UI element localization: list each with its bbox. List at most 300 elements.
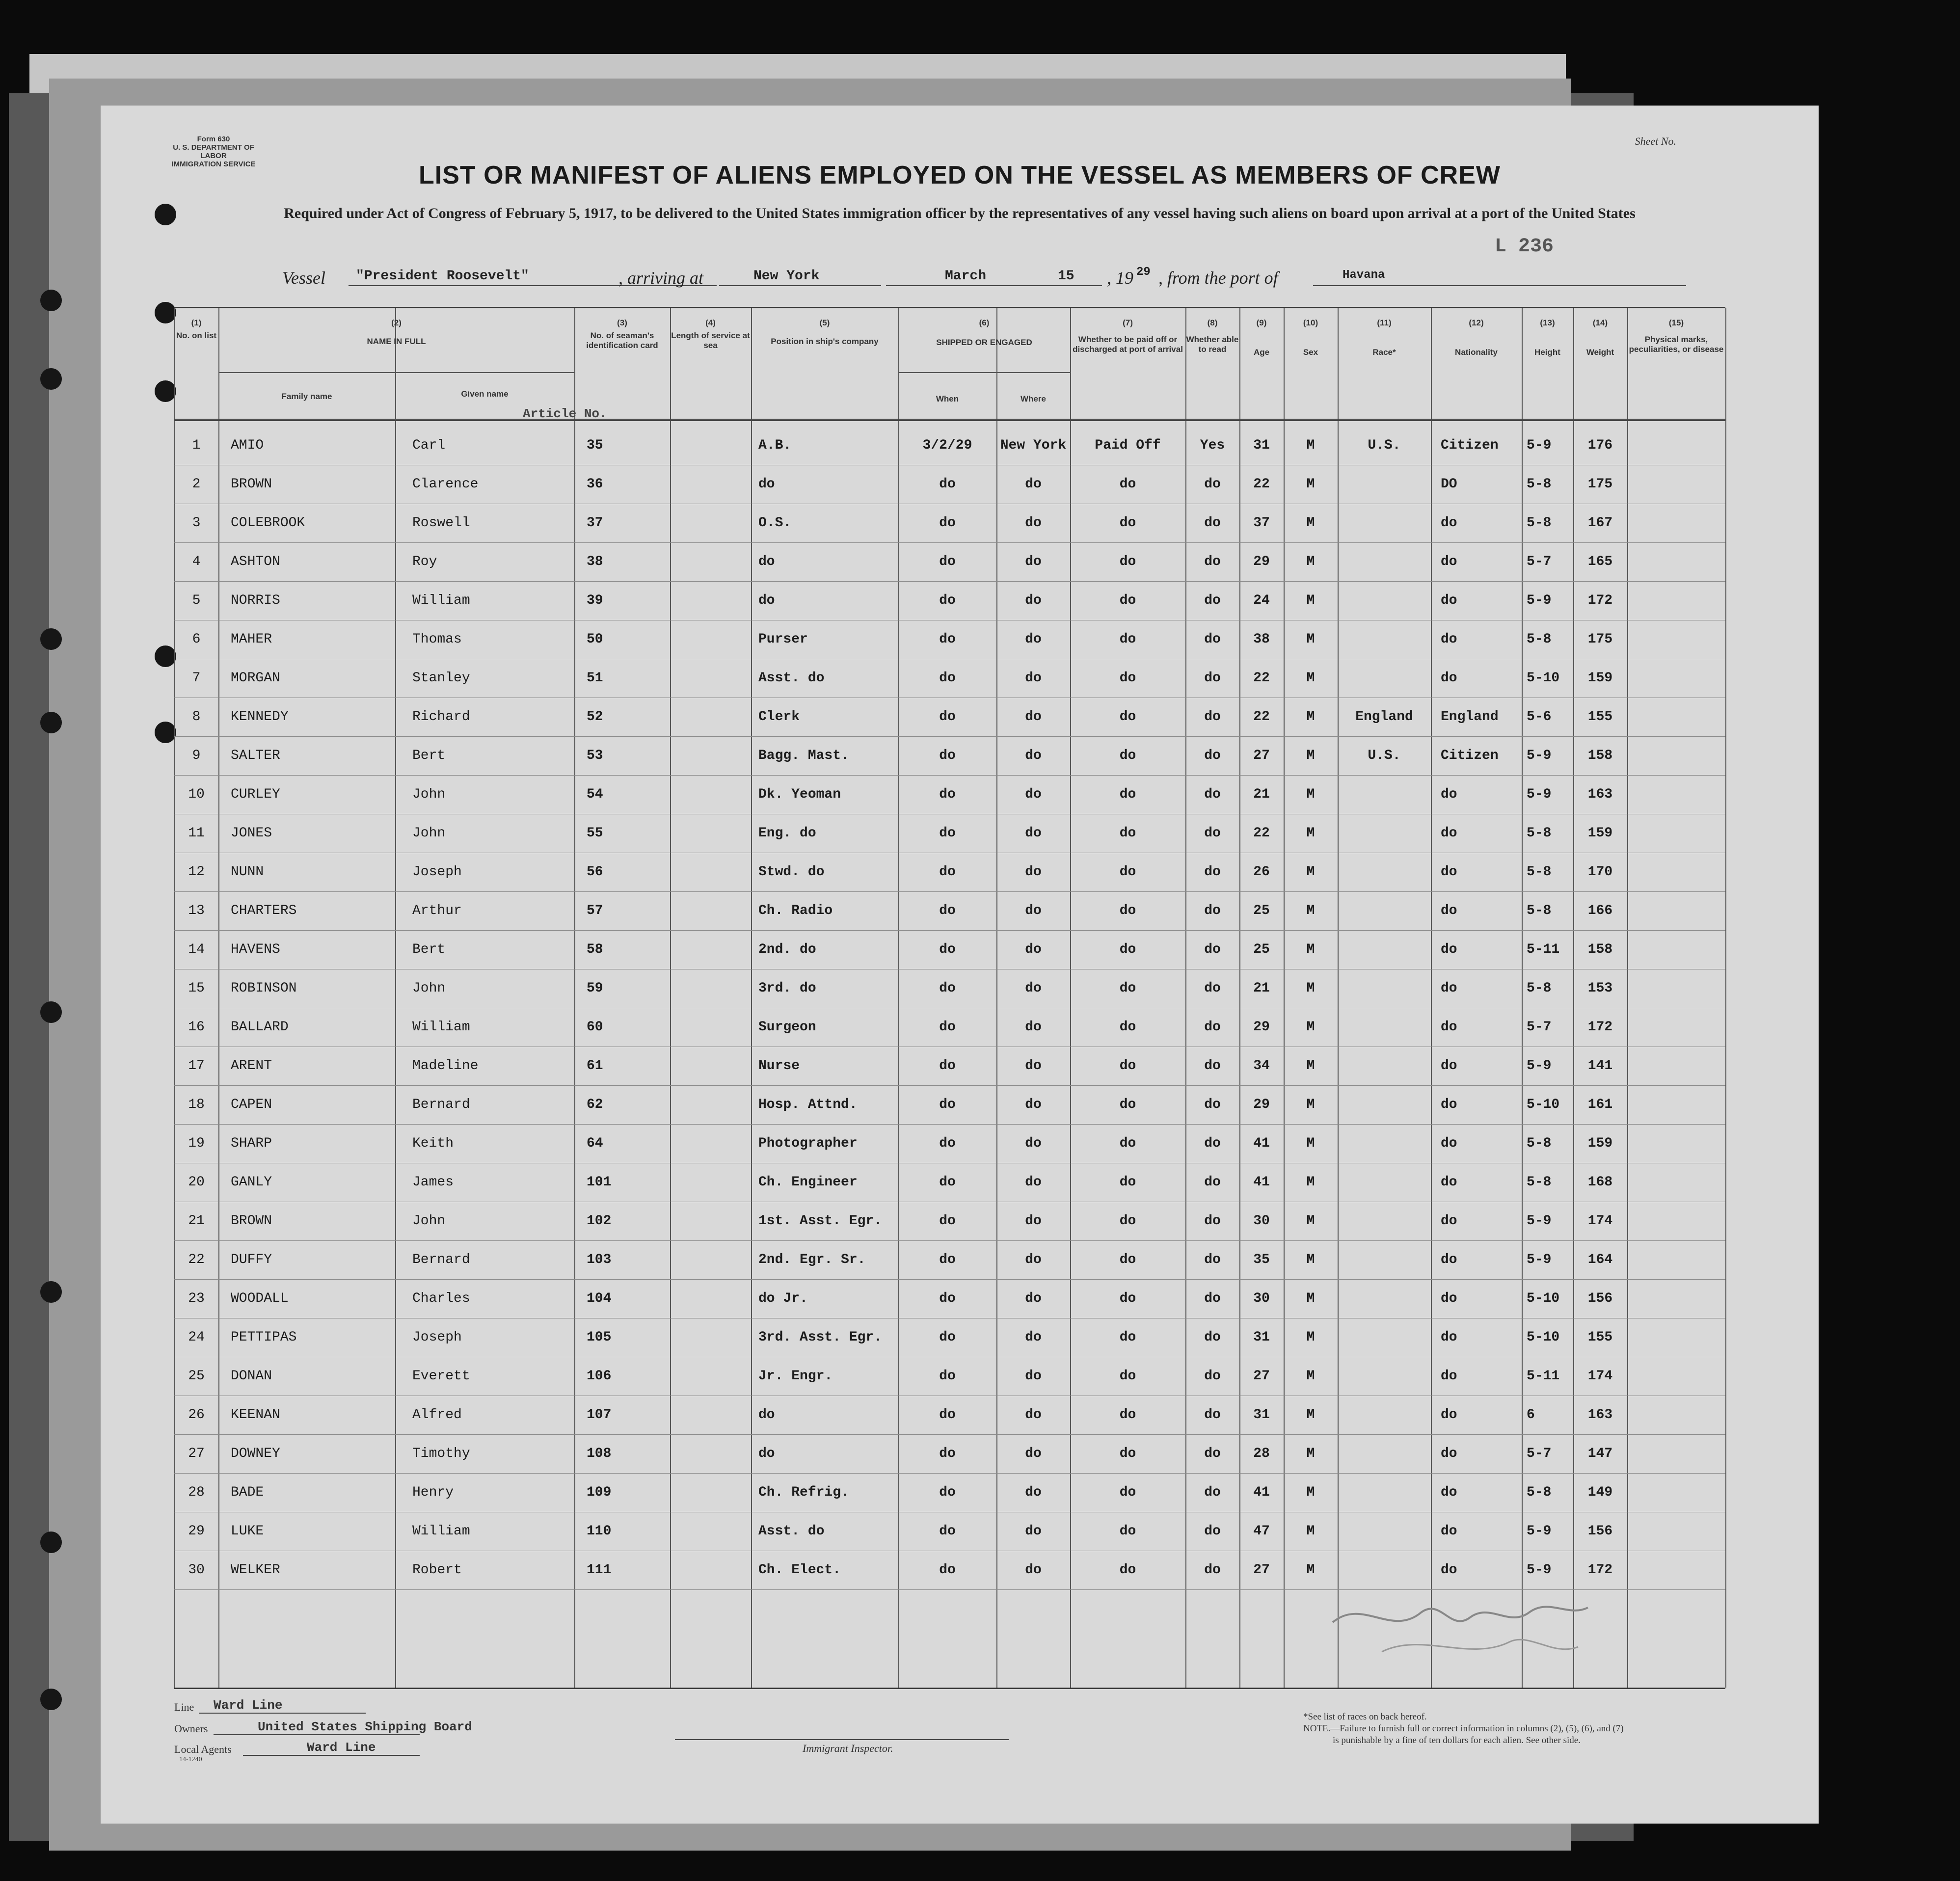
- cell-family: NORRIS: [231, 593, 280, 608]
- cell-weight: 159: [1587, 1136, 1613, 1151]
- cell-given: William: [412, 1524, 470, 1539]
- table-row: [174, 1434, 1725, 1474]
- cell-where: do: [1025, 1407, 1042, 1423]
- cell-weight: 174: [1587, 1369, 1613, 1384]
- table-row: [174, 620, 1725, 659]
- manifest-table: [174, 307, 1725, 1689]
- cell-card: 60: [587, 1020, 603, 1035]
- cell-card: 57: [587, 903, 603, 918]
- cell-when: do: [939, 1485, 956, 1500]
- cell-where: do: [1025, 864, 1042, 880]
- cell-card: 102: [587, 1213, 612, 1229]
- cell-card: 37: [587, 515, 603, 531]
- cell-height: 5-11: [1527, 942, 1560, 957]
- cell-position: Purser: [758, 632, 808, 647]
- header-col-3: (3) No. of seaman's identification card: [586, 318, 658, 350]
- races-note: *See list of races on back hereof.: [1303, 1712, 1427, 1722]
- cell-position: Dk. Yeoman: [758, 787, 841, 802]
- cell-position: Ch. Radio: [758, 903, 833, 918]
- cell-no: 26: [188, 1407, 205, 1423]
- arrival-port: New York: [753, 269, 820, 284]
- cell-age: 31: [1253, 438, 1270, 453]
- cell-read: do: [1204, 1175, 1221, 1190]
- cell-no: 10: [188, 787, 205, 802]
- cell-family: CURLEY: [231, 787, 280, 802]
- cell-age: 21: [1253, 787, 1270, 802]
- cell-age: 27: [1253, 1562, 1270, 1578]
- table-row: [174, 504, 1725, 543]
- cell-when: do: [939, 515, 956, 531]
- cell-read: do: [1204, 1291, 1221, 1306]
- cell-weight: 161: [1587, 1097, 1613, 1112]
- cell-paid: do: [1119, 1291, 1136, 1306]
- cell-card: 39: [587, 593, 603, 608]
- cell-family: GANLY: [231, 1175, 272, 1190]
- cell-sex: M: [1306, 1020, 1315, 1035]
- cell-height: 5-7: [1527, 554, 1552, 569]
- header-col-4: (4) Length of service at sea: [671, 318, 750, 350]
- cell-paid: do: [1119, 1330, 1136, 1345]
- cell-position: Nurse: [758, 1058, 800, 1074]
- cell-sex: M: [1306, 709, 1315, 725]
- header-col-2: (2) NAME IN FULL: [367, 318, 426, 346]
- cell-read: do: [1204, 1097, 1221, 1112]
- binder-hole: [40, 1689, 62, 1710]
- cell-position: Asst. do: [758, 1524, 825, 1539]
- cell-family: ARENT: [231, 1058, 272, 1074]
- cell-weight: 149: [1587, 1485, 1613, 1500]
- article-number-note: Article No.: [523, 406, 607, 421]
- cell-position: Clerk: [758, 709, 800, 725]
- cell-nationality: do: [1441, 787, 1457, 802]
- cell-where: do: [1025, 1369, 1042, 1384]
- cell-read: do: [1204, 942, 1221, 957]
- cell-where: do: [1025, 981, 1042, 996]
- cell-age: 31: [1253, 1407, 1270, 1423]
- cell-card: 106: [587, 1369, 612, 1384]
- cell-card: 50: [587, 632, 603, 647]
- cell-sex: M: [1306, 1136, 1315, 1151]
- cell-when: do: [939, 1446, 956, 1461]
- cell-read: do: [1204, 864, 1221, 880]
- cell-when: do: [939, 748, 956, 763]
- cell-height: 6: [1527, 1407, 1535, 1423]
- cell-weight: 159: [1587, 671, 1613, 686]
- cell-paid: do: [1119, 826, 1136, 841]
- cell-card: 108: [587, 1446, 612, 1461]
- cell-card: 56: [587, 864, 603, 880]
- cell-when: do: [939, 1058, 956, 1074]
- cell-where: do: [1025, 1524, 1042, 1539]
- penalty-note: NOTE.—Failure to furnish full or correct information in columns (2), (5), (6), and (7): [1303, 1723, 1624, 1734]
- manifest-footer: [174, 1698, 1745, 1809]
- header-col-5: (5) Position in ship's company: [771, 318, 879, 346]
- table-row: [174, 1085, 1725, 1125]
- cell-given: John: [412, 787, 446, 802]
- cell-no: 7: [192, 671, 201, 686]
- cell-age: 38: [1253, 632, 1270, 647]
- cell-card: 38: [587, 554, 603, 569]
- cell-no: 12: [188, 864, 205, 880]
- cell-age: 29: [1253, 554, 1270, 569]
- cell-position: 3rd. Asst. Egr.: [758, 1330, 883, 1345]
- cell-nationality: do: [1441, 515, 1457, 531]
- cell-paid: do: [1119, 1524, 1136, 1539]
- table-row: [174, 1202, 1725, 1241]
- cell-no: 21: [188, 1213, 205, 1229]
- cell-family: COLEBROOK: [231, 515, 305, 531]
- cell-family: KEENAN: [231, 1407, 280, 1423]
- cell-nationality: do: [1441, 942, 1457, 957]
- penalty-note-cont: is punishable by a fine of ten dollars for each alien. See other side.: [1333, 1735, 1581, 1746]
- cell-read: do: [1204, 1330, 1221, 1345]
- cell-weight: 155: [1587, 1330, 1613, 1345]
- cell-position: 2nd. do: [758, 942, 816, 957]
- cell-where: do: [1025, 1175, 1042, 1190]
- cell-given: Bernard: [412, 1097, 470, 1112]
- cell-when: do: [939, 671, 956, 686]
- cell-paid: do: [1119, 748, 1136, 763]
- cell-weight: 163: [1587, 787, 1613, 802]
- cell-race: [1338, 1124, 1431, 1163]
- cell-paid: do: [1119, 1058, 1136, 1074]
- cell-sex: M: [1306, 1407, 1315, 1423]
- manifest-page: [101, 106, 1819, 1824]
- cell-given: Keith: [412, 1136, 454, 1151]
- cell-when: do: [939, 1020, 956, 1035]
- cell-card: 107: [587, 1407, 612, 1423]
- cell-given: Bernard: [412, 1252, 470, 1267]
- line-label: Line: [174, 1701, 194, 1713]
- cell-race: [1338, 620, 1431, 659]
- cell-no: 11: [188, 826, 205, 841]
- cell-read: do: [1204, 1485, 1221, 1500]
- cell-age: 35: [1253, 1252, 1270, 1267]
- cell-nationality: do: [1441, 826, 1457, 841]
- cell-no: 3: [192, 515, 201, 531]
- cell-given: Joseph: [412, 864, 462, 880]
- cell-where: do: [1025, 1485, 1042, 1500]
- cell-given: Bert: [412, 748, 446, 763]
- cell-age: 22: [1253, 477, 1270, 492]
- cell-position: do: [758, 554, 775, 569]
- cell-read: do: [1204, 1020, 1221, 1035]
- cell-paid: do: [1119, 1020, 1136, 1035]
- stamp-number: L 236: [1495, 236, 1554, 258]
- cell-family: SHARP: [231, 1136, 272, 1151]
- table-row: [174, 659, 1725, 698]
- cell-paid: do: [1119, 787, 1136, 802]
- cell-position: do: [758, 1446, 775, 1461]
- cell-no: 9: [192, 748, 201, 763]
- table-row: [174, 969, 1725, 1008]
- cell-sex: M: [1306, 671, 1315, 686]
- department-name: U. S. DEPARTMENT OF LABOR: [173, 143, 254, 160]
- binder-hole: [40, 368, 62, 390]
- cell-when: do: [939, 632, 956, 647]
- cell-age: 25: [1253, 903, 1270, 918]
- header-family-name: Family name: [281, 392, 332, 401]
- binder-hole: [40, 712, 62, 733]
- binder-hole: [40, 290, 62, 311]
- cell-family: CAPEN: [231, 1097, 272, 1112]
- header-when: When: [936, 394, 959, 403]
- cell-family: LUKE: [231, 1524, 264, 1539]
- cell-when: do: [939, 1330, 956, 1345]
- cell-race: [1338, 581, 1431, 620]
- cell-paid: do: [1119, 593, 1136, 608]
- cell-family: BADE: [231, 1485, 264, 1500]
- cell-where: do: [1025, 477, 1042, 492]
- cell-weight: 172: [1587, 593, 1613, 608]
- cell-family: PETTIPAS: [231, 1330, 297, 1345]
- header-col-1: (1) No. on list: [176, 318, 217, 340]
- cell-sex: M: [1306, 903, 1315, 918]
- inspector-label: Immigrant Inspector.: [803, 1742, 893, 1754]
- cell-when: do: [939, 554, 956, 569]
- cell-given: Arthur: [412, 903, 462, 918]
- cell-nationality: do: [1441, 1252, 1457, 1267]
- cell-weight: 141: [1587, 1058, 1613, 1074]
- cell-weight: 153: [1587, 981, 1613, 996]
- cell-when: do: [939, 1175, 956, 1190]
- cell-position: A.B.: [758, 438, 792, 453]
- cell-card: 53: [587, 748, 603, 763]
- cell-height: 5-8: [1527, 515, 1552, 531]
- cell-sex: M: [1306, 1446, 1315, 1461]
- cell-age: 41: [1253, 1485, 1270, 1500]
- cell-height: 5-9: [1527, 1524, 1552, 1539]
- cell-card: 105: [587, 1330, 612, 1345]
- cell-height: 5-7: [1527, 1446, 1552, 1461]
- cell-read: do: [1204, 1407, 1221, 1423]
- form-number: Form 630: [197, 135, 230, 143]
- cell-nationality: do: [1441, 1369, 1457, 1384]
- cell-paid: do: [1119, 903, 1136, 918]
- cell-where: do: [1025, 942, 1042, 957]
- cell-given: Carl: [412, 438, 446, 453]
- cell-position: Surgeon: [758, 1020, 816, 1035]
- cell-nationality: do: [1441, 1446, 1457, 1461]
- cell-age: 29: [1253, 1020, 1270, 1035]
- cell-read: do: [1204, 1058, 1221, 1074]
- cell-no: 5: [192, 593, 201, 608]
- cell-sex: M: [1306, 748, 1315, 763]
- cell-card: 51: [587, 671, 603, 686]
- cell-sex: M: [1306, 826, 1315, 841]
- cell-race: [1338, 465, 1431, 504]
- table-row: [174, 814, 1725, 853]
- cell-weight: 158: [1587, 942, 1613, 957]
- cell-paid: do: [1119, 515, 1136, 531]
- cell-age: 27: [1253, 748, 1270, 763]
- cell-paid: do: [1119, 554, 1136, 569]
- cell-height: 5-10: [1527, 1097, 1560, 1112]
- cell-given: Robert: [412, 1562, 462, 1578]
- table-row: [174, 1473, 1725, 1512]
- cell-weight: 175: [1587, 477, 1613, 492]
- cell-read: do: [1204, 787, 1221, 802]
- cell-card: 111: [587, 1562, 612, 1578]
- cell-sex: M: [1306, 1330, 1315, 1345]
- header-col-14: (14) Weight: [1586, 318, 1614, 357]
- inspector-signature: [1323, 1578, 1598, 1666]
- cell-read: do: [1204, 554, 1221, 569]
- cell-no: 29: [188, 1524, 205, 1539]
- cell-given: Joseph: [412, 1330, 462, 1345]
- cell-when: do: [939, 787, 956, 802]
- cell-position: do Jr.: [758, 1291, 808, 1306]
- cell-paid: do: [1119, 981, 1136, 996]
- cell-no: 16: [188, 1020, 205, 1035]
- cell-nationality: do: [1441, 903, 1457, 918]
- owners-value: United States Shipping Board: [258, 1720, 472, 1734]
- cell-sex: M: [1306, 593, 1315, 608]
- cell-read: do: [1204, 748, 1221, 763]
- cell-position: do: [758, 477, 775, 492]
- cell-no: 6: [192, 632, 201, 647]
- cell-race: [1338, 1047, 1431, 1086]
- header-col-13: (13) Height: [1534, 318, 1560, 357]
- table-row: [174, 1163, 1725, 1202]
- cell-read: do: [1204, 515, 1221, 531]
- cell-age: 47: [1253, 1524, 1270, 1539]
- cell-family: KENNEDY: [231, 709, 289, 725]
- cell-where: do: [1025, 554, 1042, 569]
- table-row: [174, 1318, 1725, 1357]
- cell-where: do: [1025, 1097, 1042, 1112]
- cell-nationality: do: [1441, 1175, 1457, 1190]
- cell-where: do: [1025, 515, 1042, 531]
- header-col-8: (8) Whether able to read: [1186, 318, 1239, 354]
- cell-height: 5-9: [1527, 1252, 1552, 1267]
- cell-card: 110: [587, 1524, 612, 1539]
- punch-hole: [155, 204, 176, 225]
- cell-age: 22: [1253, 709, 1270, 725]
- cell-read: do: [1204, 1136, 1221, 1151]
- cell-nationality: DO: [1441, 477, 1457, 492]
- cell-sex: M: [1306, 1524, 1315, 1539]
- cell-sex: M: [1306, 1058, 1315, 1074]
- cell-sex: M: [1306, 515, 1315, 531]
- cell-nationality: Citizen: [1441, 748, 1499, 763]
- cell-read: Yes: [1200, 438, 1225, 453]
- cell-family: ROBINSON: [231, 981, 297, 996]
- cell-nationality: do: [1441, 1485, 1457, 1500]
- cell-age: 31: [1253, 1330, 1270, 1345]
- cell-when: do: [939, 1562, 956, 1578]
- cell-card: 36: [587, 477, 603, 492]
- cell-height: 5-9: [1527, 787, 1552, 802]
- cell-race: [1338, 659, 1431, 698]
- header-col-12: (12) Nationality: [1455, 318, 1498, 357]
- cell-given: John: [412, 981, 446, 996]
- cell-nationality: do: [1441, 632, 1457, 647]
- cell-nationality: do: [1441, 671, 1457, 686]
- cell-nationality: Citizen: [1441, 438, 1499, 453]
- cell-when: do: [939, 981, 956, 996]
- cell-no: 28: [188, 1485, 205, 1500]
- cell-position: Ch. Refrig.: [758, 1485, 849, 1500]
- cell-read: do: [1204, 477, 1221, 492]
- cell-height: 5-8: [1527, 1485, 1552, 1500]
- vessel-line: [101, 268, 1819, 287]
- cell-height: 5-9: [1527, 593, 1552, 608]
- cell-where: do: [1025, 671, 1042, 686]
- cell-position: 2nd. Egr. Sr.: [758, 1252, 866, 1267]
- cell-age: 41: [1253, 1136, 1270, 1151]
- header-col-9: (9) Age: [1253, 318, 1270, 357]
- cell-paid: do: [1119, 1175, 1136, 1190]
- table-row: [174, 465, 1725, 504]
- cell-read: do: [1204, 826, 1221, 841]
- cell-when: do: [939, 593, 956, 608]
- cell-given: Alfred: [412, 1407, 462, 1423]
- form-code: 14-1240: [179, 1756, 202, 1763]
- cell-paid: do: [1119, 942, 1136, 957]
- cell-given: Clarence: [412, 477, 479, 492]
- cell-no: 1: [192, 438, 201, 453]
- cell-no: 4: [192, 554, 201, 569]
- cell-nationality: do: [1441, 1097, 1457, 1112]
- cell-where: do: [1025, 1330, 1042, 1345]
- cell-position: 1st. Asst. Egr.: [758, 1213, 883, 1229]
- cell-race: [1338, 891, 1431, 931]
- table-row: [174, 698, 1725, 737]
- cell-family: WOODALL: [231, 1291, 289, 1306]
- table-row: [174, 1240, 1725, 1280]
- cell-given: Thomas: [412, 632, 462, 647]
- cell-nationality: do: [1441, 1524, 1457, 1539]
- cell-position: Stwd. do: [758, 864, 825, 880]
- cell-weight: 168: [1587, 1175, 1613, 1190]
- vessel-label: Vessel: [282, 268, 325, 288]
- cell-where: do: [1025, 1291, 1042, 1306]
- cell-weight: 172: [1587, 1562, 1613, 1578]
- cell-when: 3/2/29: [922, 438, 972, 453]
- table-row: [174, 1396, 1725, 1435]
- cell-no: 2: [192, 477, 201, 492]
- cell-no: 23: [188, 1291, 205, 1306]
- cell-race: [1338, 542, 1431, 582]
- cell-when: do: [939, 1407, 956, 1423]
- cell-sex: M: [1306, 864, 1315, 880]
- cell-sex: M: [1306, 1485, 1315, 1500]
- cell-card: 55: [587, 826, 603, 841]
- binder-hole: [40, 1532, 62, 1553]
- cell-given: Bert: [412, 942, 446, 957]
- table-row: [174, 542, 1725, 582]
- header-col-6: (6) SHIPPED OR ENGAGED: [936, 318, 1032, 347]
- cell-sex: M: [1306, 1252, 1315, 1267]
- table-row: [174, 1357, 1725, 1396]
- cell-where: do: [1025, 826, 1042, 841]
- cell-given: Richard: [412, 709, 470, 725]
- cell-weight: 175: [1587, 632, 1613, 647]
- page-subtitle: Required under Act of Congress of February 5, 1917, to be delivered to the United States immigration officer by the representatives of any vessel having such aliens on board upon arrival at a port of the United States: [284, 205, 1636, 221]
- cell-height: 5-8: [1527, 864, 1552, 880]
- header-given-name: Given name: [461, 389, 509, 399]
- table-row: [174, 1512, 1725, 1551]
- cell-weight: 163: [1587, 1407, 1613, 1423]
- cell-sex: M: [1306, 438, 1315, 453]
- cell-age: 27: [1253, 1369, 1270, 1384]
- table-row: [174, 1047, 1725, 1086]
- header-col-15: (15) Physical marks, peculiarities, or disease: [1629, 318, 1724, 354]
- cell-read: do: [1204, 632, 1221, 647]
- cell-age: 30: [1253, 1213, 1270, 1229]
- arrival-year: 29: [1136, 266, 1151, 279]
